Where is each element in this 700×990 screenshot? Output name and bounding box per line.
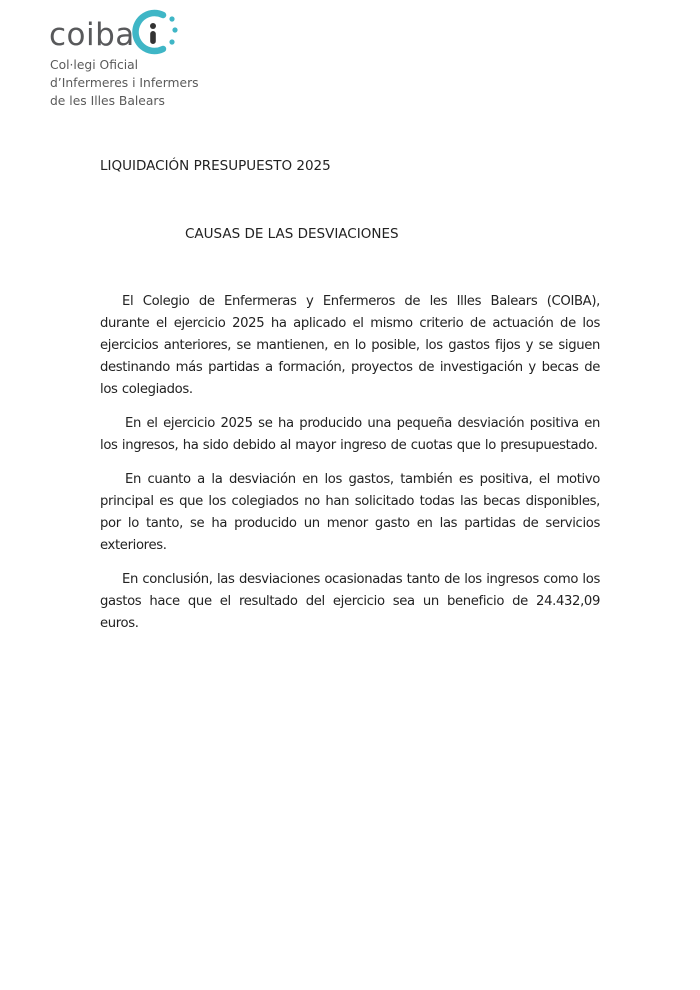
logo-subtitle-line: Col·legi Oficial	[50, 58, 139, 72]
document-title: LIQUIDACIÓN PRESUPUESTO 2025	[100, 158, 331, 174]
paragraph: En el ejercicio 2025 se ha producido una pequeña desviación positiva en los ingresos, ha sido debido al mayor ingreso de cuotas que lo presupuestado.	[100, 416, 600, 453]
paragraph: En conclusión, las desviaciones ocasionadas tanto de los ingresos como los gastos hace que el resultado del ejercicio sea un beneficio de 24.432,09 euros.	[100, 572, 600, 631]
logo-subtitle-line: de les Illes Balears	[50, 94, 165, 108]
logo-subtitle	[50, 56, 199, 110]
paragraph: El Colegio de Enfermeras y Enfermeros de les Illes Balears (COIBA), durante el ejercicio 2025 ha aplicado el mismo criterio de actuación de los ejercicios anteriores, se mantienen, en lo posible, los gastos fijos y se siguen destinando más partidas a formación, proyectos de investigación y becas de los colegiados.	[100, 294, 600, 397]
logo-subtitle-line: d’Infermeres i Infermers	[50, 76, 199, 90]
paragraph: En cuanto a la desviación en los gastos, también es positiva, el motivo principal es que los colegiados no han solicitado todas las becas disponibles, por lo tanto, se ha producido un menor gasto en las partidas de servicios exteriores.	[100, 472, 600, 553]
coiba-i-mark-icon	[132, 8, 184, 56]
document-body	[100, 291, 600, 647]
document-subtitle: CAUSAS DE LAS DESVIACIONES	[185, 226, 399, 242]
coiba-logo	[48, 6, 208, 111]
logo-wordmark: coiba	[49, 17, 135, 53]
